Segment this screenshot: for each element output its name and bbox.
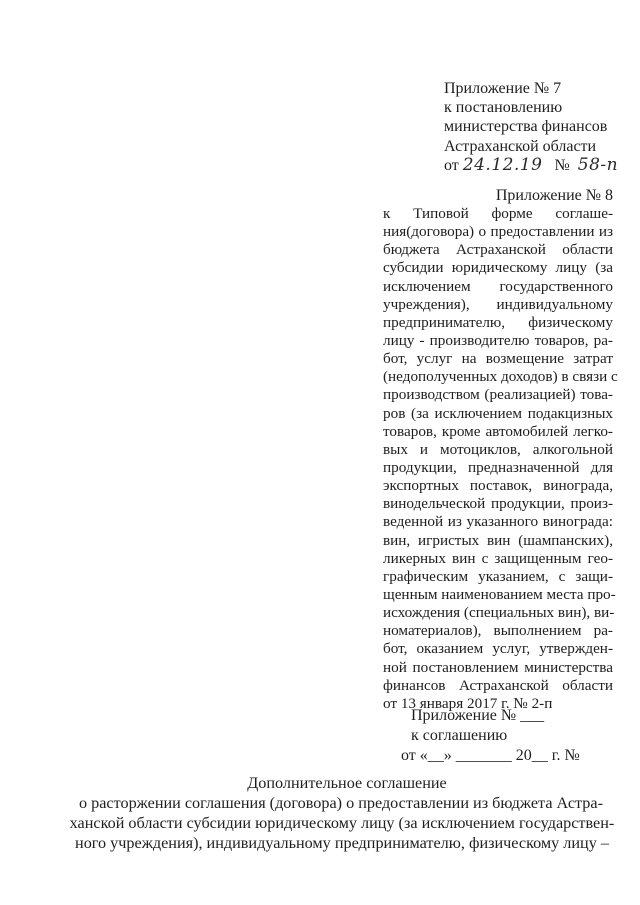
document-title-line: ного учреждения), индивидуальному предпринимателю, физическому лицу – [75,834,609,852]
appendix-blank-header [401,706,611,766]
appendix-8-line: продукции, предназначенной для [383,458,613,476]
appendix-8-line: лицу - производителю товаров, ра- [383,331,613,349]
appendix-8-body [383,205,618,713]
appendix-8-line: предпринимателю, физическому [383,313,613,331]
appendix-8-line: ров (за исключением подакцизных [383,404,613,422]
appendix-7-header [444,79,619,175]
appendix-8-title: Приложение № 8 [495,187,613,204]
handwritten-number: 58-п [577,154,619,175]
document-title-line: Дополнительное соглашение [247,774,447,792]
appendix-7-date-line [444,154,619,175]
appendix-8-line: вин, игристых вин (шампанских), [383,531,613,549]
appendix-8-line: бюджета Астраханской области [383,241,613,259]
appendix-8-line: от 13 января 2017 г. № 2-п [383,694,553,712]
handwritten-date: 24.12.19 [462,154,543,175]
date-prefix: от [444,156,459,174]
appendix-8-line: ния(договора) о предоставлении из [383,223,613,241]
appendix-8-line: исключением государственного [383,277,613,295]
document-title-line: ханской области субсидии юридическому лицу (за исключением государствен- [69,814,615,832]
appendix-8-line: графическим указанием, с защи- [383,567,613,585]
appendix-7-title: Приложение № 7 [444,80,562,97]
appendix-8-line: бот, оказанием услуг, утвержден- [383,640,613,658]
appendix-8-line: (недополученных доходов) в связи с [383,368,618,386]
appendix-8-line: к Типовой форме соглаше- [383,205,613,222]
appendix-8-line: экспортных поставок, винограда, [383,477,613,495]
appendix-7-line-3: министерства финансов [444,118,608,136]
appendix-blank-date-line: от «__» _______ 20__ г. № [401,747,580,764]
document-title-line: о расторжении соглашения (договора) о предоставлении из бюджета Астра- [79,794,603,812]
appendix-8-line: вых и мотоциклов, алкогольной [383,440,613,458]
appendix-8-line: щенным наименованием места про- [383,585,616,603]
appendix-8-line: финансов Астраханской области [383,676,613,694]
appendix-8-line: ной постановлением министерства [383,658,613,676]
appendix-8-line: веденной из указанного винограда: [383,513,613,531]
appendix-8-line: субсидии юридическому лицу (за [383,259,613,277]
appendix-8-line: номатериалов), выполнением ра- [383,622,613,640]
appendix-8-line: ликерных вин с защищенным гео- [383,549,613,567]
appendix-7-line-2: к постановлению [444,99,563,117]
appendix-7-line-4: Астраханской области [444,137,597,155]
document-title [40,773,640,853]
number-sign: № [554,156,570,174]
appendix-blank-line-2: к соглашению [411,727,508,744]
appendix-8-line: винодельческой продукции, произ- [383,495,613,513]
appendix-8-line: бот, услуг на возмещение затрат [383,350,613,368]
appendix-8-line: исхождения (специальных вин), ви- [383,604,615,622]
appendix-blank-title: Приложение № ___ [411,707,545,724]
appendix-8-line: товаров, кроме автомобилей легко- [383,422,613,440]
appendix-8-line: учреждения), индивидуальному [383,295,613,313]
appendix-8-line: производством (реализацией) това- [383,386,613,404]
